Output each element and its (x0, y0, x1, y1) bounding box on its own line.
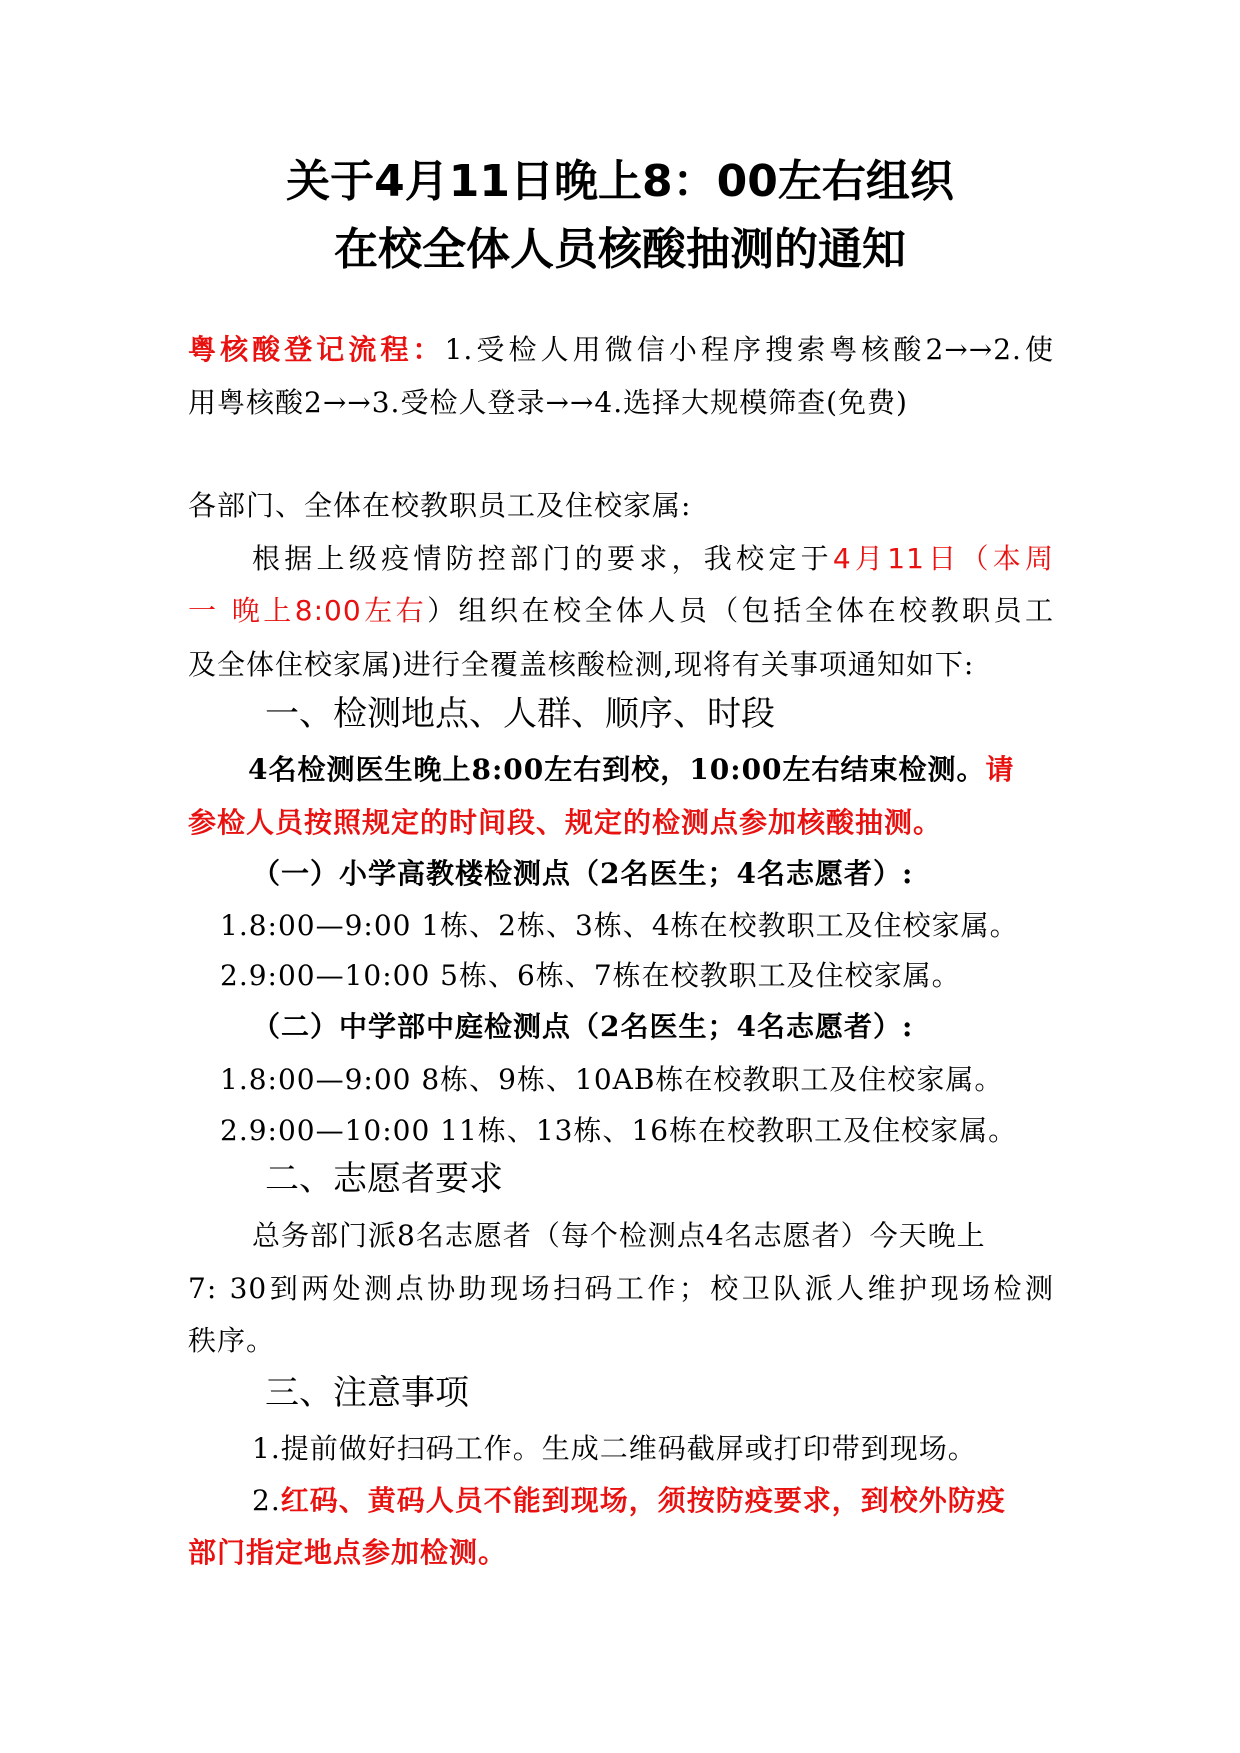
registration-line-2: 用粤核酸2→→3.受检人登录→→4.选择大规模筛查(免费) (188, 386, 908, 419)
section3-item-2-number: 2. (252, 1484, 281, 1517)
intro-line-2 (188, 594, 1054, 627)
section1-para-line-2: 参检人员按照规定的时间段、规定的检测点参加核酸抽测。 (188, 806, 943, 839)
intro-text-1: 根据上级疫情防控部门的要求，我校定于 (252, 542, 833, 575)
intro-text-2: ）组织在校全体人员（包括全体在校教职员工 (427, 594, 1054, 627)
section1-para-black: 4名检测医生晚上8:00左右到校，10:00左右结束检测。 (248, 753, 986, 786)
sub2-item-2: 2.9:00—10:00 11栋、13栋、16栋在校教职工及住校家属。 (220, 1114, 1018, 1147)
intro-date-2: 一 晚上8:00左右 (188, 594, 428, 627)
section3-item-1: 1.提前做好扫码工作。生成二维码截屏或打印带到现场。 (252, 1432, 977, 1465)
title-line-1: 关于4月11日晚上8：00左右组织 (286, 156, 954, 207)
section3-heading: 三、注意事项 (265, 1373, 469, 1413)
sub1-heading: （一）小学高教楼检测点（2名医生；4名志愿者）: (252, 857, 914, 890)
sub1-item-2: 2.9:00—10:00 5栋、6栋、7栋在校教职工及住校家属。 (220, 959, 961, 992)
salutation: 各部门、全体在校教职员工及住校家属: (188, 489, 692, 522)
sub1-item-1: 1.8:00—9:00 1栋、2栋、3栋、4栋在校教职工及住校家属。 (220, 909, 1019, 942)
section2-heading: 二、志愿者要求 (265, 1159, 503, 1199)
sub2-item-1: 1.8:00—9:00 8栋、9栋、10AB栋在校教职工及住校家属。 (220, 1063, 1004, 1096)
section2-line-3: 秩序。 (188, 1324, 276, 1357)
intro-line-3: 及全体住校家属)进行全覆盖核酸检测,现将有关事项通知如下: (188, 648, 975, 681)
section2-line-1: 总务部门派8名志愿者（每个检测点4名志愿者）今天晚上 (252, 1219, 986, 1252)
section3-item-2-line-2: 部门指定地点参加检测。 (188, 1536, 508, 1569)
sub2-heading: （二）中学部中庭检测点（2名医生；4名志愿者）: (252, 1010, 914, 1043)
section3-item-2-red-1: 红码、黄码人员不能到现场，须按防疫要求，到校外防疫 (280, 1484, 1006, 1517)
section1-heading: 一、检测地点、人群、顺序、时段 (265, 694, 775, 734)
intro-line-1 (252, 542, 1054, 575)
section3-item-2-line-1 (252, 1484, 1006, 1517)
registration-label: 粤核酸登记流程： (188, 333, 445, 366)
title-line-2: 在校全体人员核酸抽测的通知 (334, 224, 906, 275)
section1-para-red-1: 请 (985, 753, 1015, 786)
section1-para-line-1 (248, 753, 1015, 786)
registration-line-1 (188, 333, 1054, 366)
section2-line-2: 7: 30到两处测点协助现场扫码工作；校卫队派人维护现场检测 (188, 1272, 1054, 1305)
intro-date-1: 4月11日（本周 (832, 542, 1054, 575)
registration-text-1: 1.受检人用微信小程序搜索粤核酸2→→2.使 (444, 333, 1054, 366)
